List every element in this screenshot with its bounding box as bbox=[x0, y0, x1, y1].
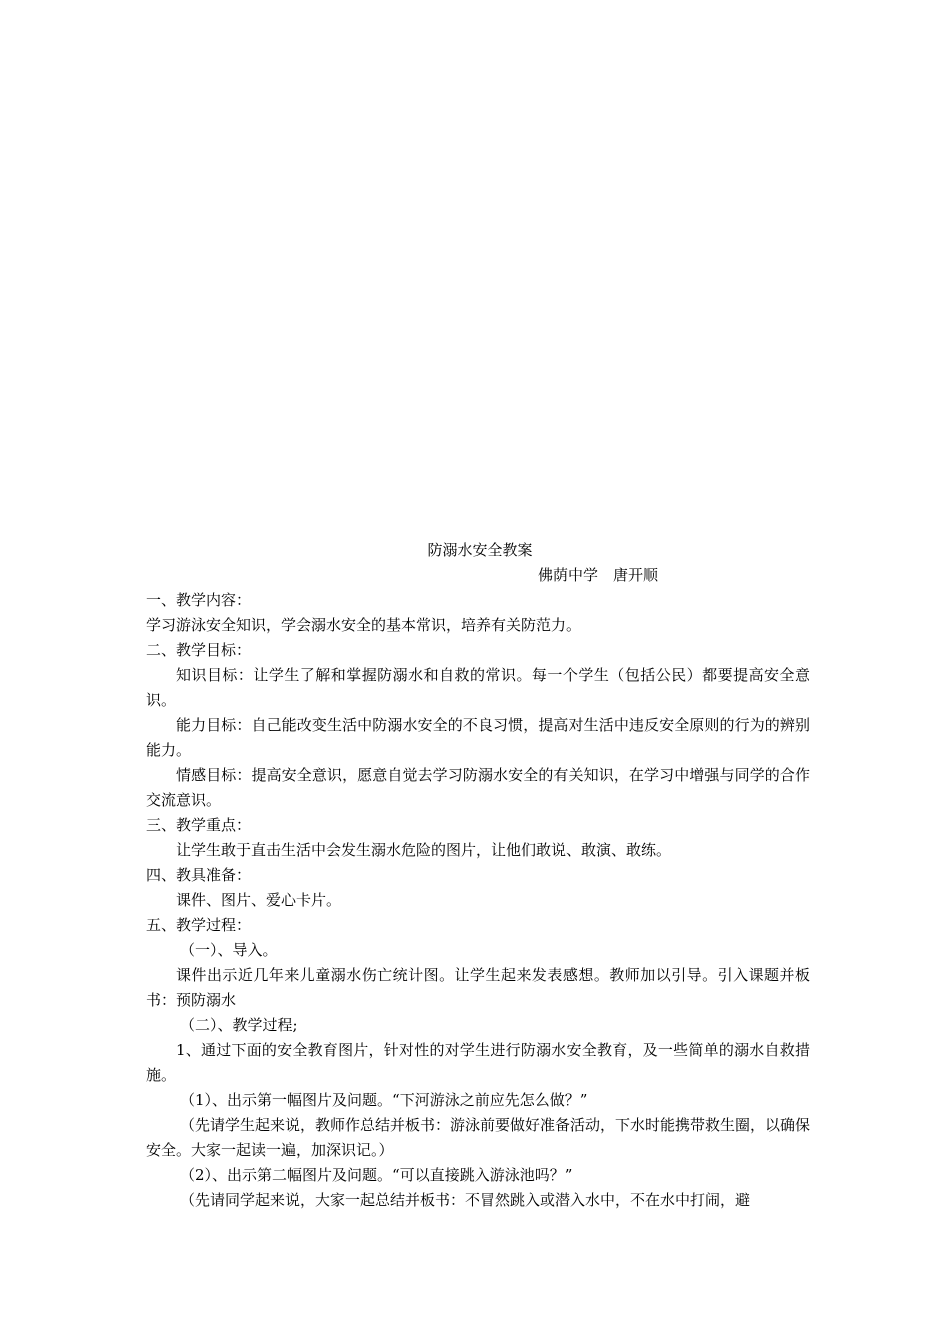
section-heading-goals: 二、教学目标： bbox=[146, 641, 252, 659]
question-2: （2）、出示第二幅图片及问题。“可以直接跳入游泳池吗？” bbox=[180, 1166, 573, 1184]
content-text: 学习游泳安全知识，学会溺水安全的基本常识，培养有关防范力。 bbox=[146, 616, 582, 634]
document-title: 防溺水安全教案 bbox=[427, 541, 533, 559]
goal-emotion: 情感目标：提高安全意识，愿意自觉去学习防溺水安全的有关知识，在学习中增强与同学的合作交流意识。 bbox=[146, 766, 810, 809]
answer-1: （先请学生起来说，教师作总结并板书：游泳前要做好准备活动，下水时能携带救生圈，以确保安全。大家一起读一遍，加深识记。） bbox=[146, 1116, 811, 1159]
section-heading-tools: 四、教具准备： bbox=[146, 866, 252, 884]
section-heading-process: 五、教学过程： bbox=[146, 916, 252, 934]
tools-text: 课件、图片、爱心卡片。 bbox=[176, 891, 342, 909]
document-author: 佛荫中学 唐开顺 bbox=[538, 566, 659, 584]
goal-ability: 能力目标：自己能改变生活中防溺水安全的不良习惯，提高对生活中违反安全原则的行为的辨别能力。 bbox=[146, 716, 810, 759]
intro-heading: （一）、导入。 bbox=[180, 941, 278, 959]
section-heading-content: 一、教学内容： bbox=[146, 591, 252, 609]
goal-knowledge: 知识目标：让学生了解和掌握防溺水和自救的常识。每一个学生（包括公民）都要提高安全意识。 bbox=[146, 666, 810, 709]
process-sub-heading: （二）、教学过程; bbox=[180, 1016, 298, 1034]
intro-text: 课件出示近几年来儿童溺水伤亡统计图。让学生起来发表感想。教师加以引导。引入课题并板书：预防溺水 bbox=[146, 966, 810, 1009]
step-1-text: 1、通过下面的安全教育图片，针对性的对学生进行防溺水安全教育，及一些简单的溺水自救措施。 bbox=[146, 1041, 810, 1084]
question-1: （1）、出示第一幅图片及问题。“下河游泳之前应先怎么做？” bbox=[180, 1091, 588, 1109]
answer-2-partial: （先请同学起来说，大家一起总结并板书：不冒然跳入或潜入水中，不在水中打闹，避 bbox=[180, 1191, 751, 1209]
document-body bbox=[146, 538, 810, 1213]
focus-text: 让学生敢于直击生活中会发生溺水危险的图片，让他们敢说、敢演、敢练。 bbox=[176, 841, 672, 859]
section-heading-focus: 三、教学重点： bbox=[146, 816, 252, 834]
